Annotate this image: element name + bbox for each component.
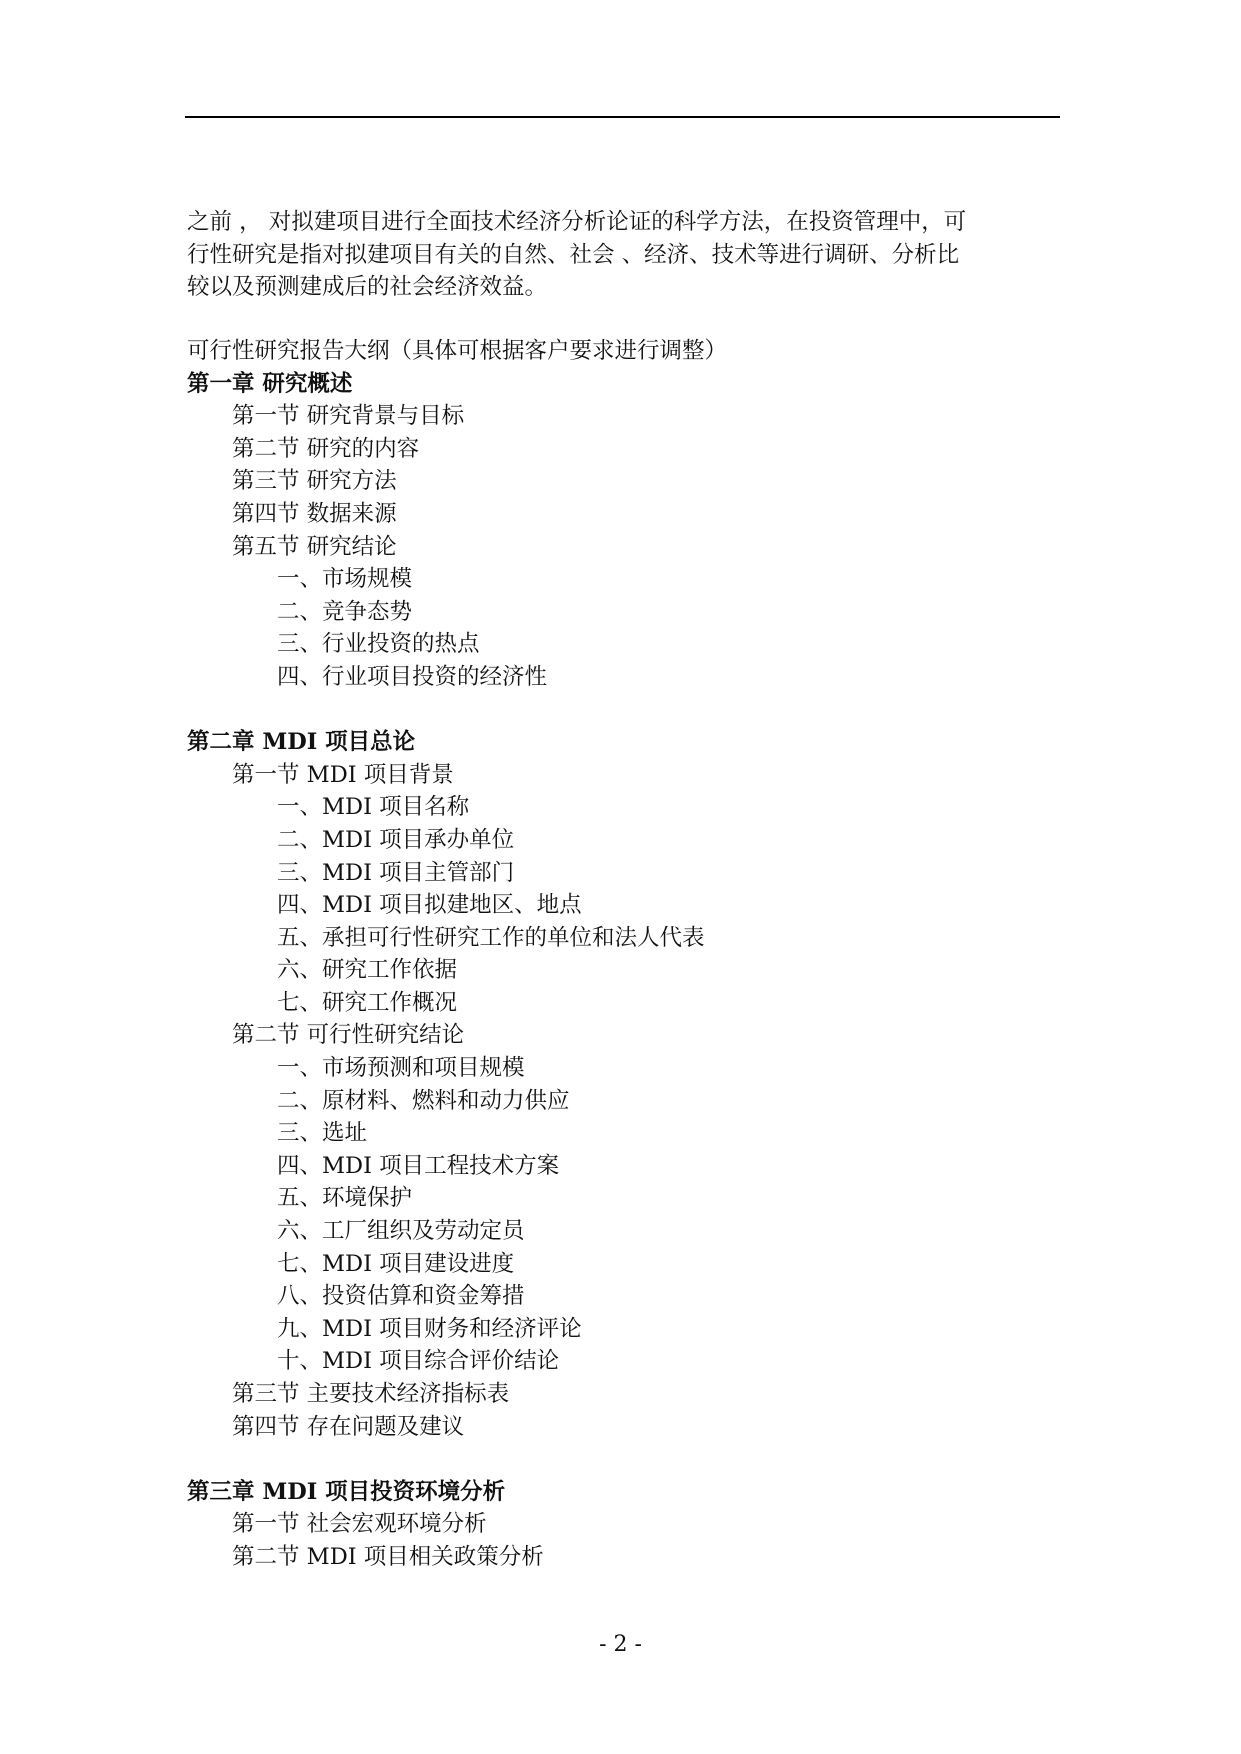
chapter-heading: 第一章 研究概述 bbox=[187, 370, 353, 397]
outline-item: 八、投资估算和资金筹措 bbox=[277, 1283, 525, 1310]
section-heading: 第一节 社会宏观环境分析 bbox=[232, 1511, 487, 1538]
outline-item: 六、研究工作依据 bbox=[277, 957, 458, 984]
chapter-spacer bbox=[187, 694, 1067, 727]
outline-item: 六、工厂组织及劳动定员 bbox=[277, 1218, 525, 1245]
section-heading: 第三节 主要技术经济指标表 bbox=[232, 1381, 510, 1407]
section-heading: 第二节 MDI 项目相关政策分析 bbox=[232, 1543, 544, 1570]
outline-item: 三、行业投资的热点 bbox=[277, 631, 480, 658]
outline-item: 一、MDI 项目名称 bbox=[277, 794, 470, 821]
outline-item: 三、选址 bbox=[277, 1120, 368, 1147]
section-heading: 第一节 研究背景与目标 bbox=[232, 403, 465, 430]
outline-item: 四、MDI 项目工程技术方案 bbox=[277, 1152, 560, 1179]
outline-item: 七、研究工作概况 bbox=[277, 989, 458, 1016]
chapter-heading: 第三章 MDI 项目投资环境分析 bbox=[187, 1478, 506, 1505]
outline-item: 四、MDI 项目拟建地区、地点 bbox=[277, 892, 582, 919]
outline-item: 二、MDI 项目承办单位 bbox=[277, 826, 515, 853]
chapter-heading: 第二章 MDI 项目总论 bbox=[187, 729, 416, 756]
outline-item: 四、行业项目投资的经济性 bbox=[277, 663, 548, 690]
section-heading: 第二节 可行性研究结论 bbox=[232, 1022, 465, 1049]
section-heading: 第四节 数据来源 bbox=[232, 500, 397, 527]
section-heading: 第二节 研究的内容 bbox=[232, 435, 420, 462]
chapter-spacer bbox=[187, 1443, 1067, 1476]
intro-paragraph bbox=[187, 206, 1067, 304]
paragraph-line: 之前 ， 对拟建项目进行全面技术经济分析论证的科学方法，在投资管理中，可 bbox=[187, 209, 967, 235]
outline-item: 九、MDI 项目财务和经济评论 bbox=[277, 1315, 582, 1342]
header-rule bbox=[185, 116, 1060, 118]
page-number: - 2 - bbox=[599, 1632, 642, 1657]
outline-item: 五、环境保护 bbox=[277, 1185, 413, 1212]
outline-item: 二、竞争态势 bbox=[277, 598, 413, 625]
paragraph-line: 行性研究是指对拟建项目有关的自然、社会 、经济、技术等进行调研、分析比 bbox=[187, 241, 960, 268]
report-outline bbox=[187, 335, 1067, 1574]
outline-item: 一、市场规模 bbox=[277, 566, 413, 593]
section-heading: 第四节 存在问题及建议 bbox=[232, 1413, 465, 1440]
section-heading: 第三节 研究方法 bbox=[232, 468, 397, 495]
outline-intro: 可行性研究报告大纲（具体可根据客户要求进行调整） bbox=[187, 338, 728, 364]
outline-item: 七、MDI 项目建设进度 bbox=[277, 1250, 515, 1277]
outline-item: 五、承担可行性研究工作的单位和法人代表 bbox=[277, 924, 705, 951]
section-heading: 第一节 MDI 项目背景 bbox=[232, 761, 454, 788]
paragraph-line: 较以及预测建成后的社会经济效益。 bbox=[187, 274, 548, 300]
outline-item: 十、MDI 项目综合评价结论 bbox=[277, 1348, 560, 1375]
outline-item: 三、MDI 项目主管部门 bbox=[277, 859, 515, 886]
section-heading: 第五节 研究结论 bbox=[232, 533, 397, 560]
outline-item: 二、原材料、燃料和动力供应 bbox=[277, 1087, 570, 1114]
outline-item: 一、市场预测和项目规模 bbox=[277, 1055, 525, 1082]
